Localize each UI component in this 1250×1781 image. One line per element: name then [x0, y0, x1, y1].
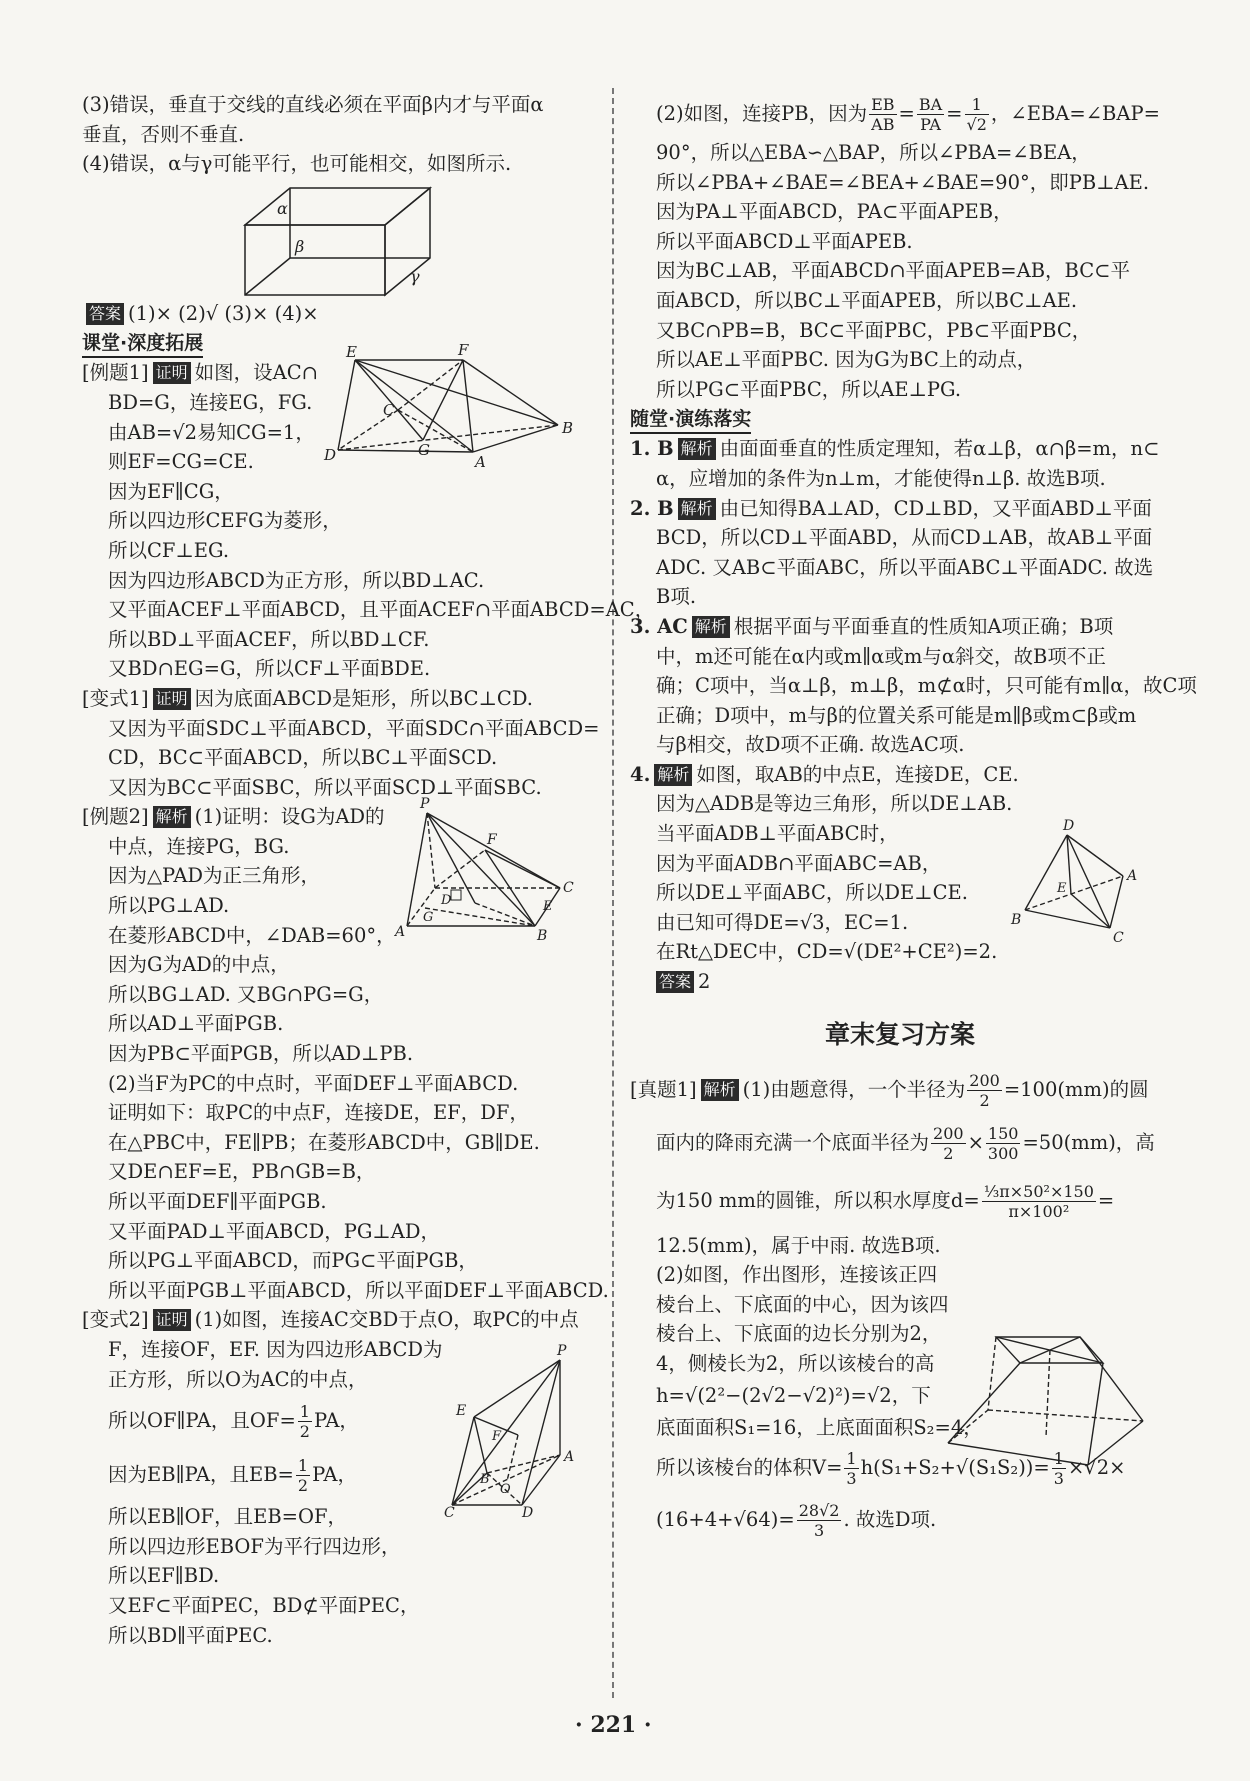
text-span: ，∠EBA=∠BAP=: [990, 102, 1160, 125]
text-line: 所以CF⊥EG.: [108, 538, 230, 562]
fraction: [296, 1456, 310, 1495]
text-span: (1)由题意得，一个半径为: [742, 1077, 966, 1101]
text-line: (4)错误，α与γ可能平行，也可能相交，如图所示.: [82, 152, 512, 176]
answer-tag: 答案: [86, 303, 124, 325]
numerator: 200: [969, 1070, 1000, 1090]
answer-line: [630, 967, 1170, 997]
text-line: 又BC∩PB=B，BC⊂平面PBC，PB⊂平面PBC，: [656, 318, 1092, 342]
zhenti1-head: [630, 1065, 1170, 1115]
section-title: 课堂·深度拓展: [82, 330, 203, 358]
fig-label: F: [487, 832, 497, 848]
text-line: B项.: [656, 585, 697, 609]
fig-label: G: [418, 441, 430, 459]
numerator: 1: [846, 1449, 857, 1469]
text-line: 又平面ACEF⊥平面ABCD，且平面ACEF∩平面ABCD=AC，: [108, 598, 655, 622]
numerator: 1: [299, 1402, 310, 1422]
q4-head: [630, 760, 1170, 790]
text-line: 中，m还可能在α内或m∥α或m与α斜交，故B项不正: [656, 644, 1106, 668]
example-label: [例题2]: [82, 805, 149, 829]
text-line: 4，侧棱长为2，所以该棱台的高: [656, 1352, 935, 1375]
answer-text: 2: [698, 970, 711, 994]
text-line: 因为底面ABCD是矩形，所以BC⊥CD.: [194, 686, 533, 710]
fig-label: F: [458, 341, 469, 359]
text-line: 垂直，否则不垂直.: [82, 122, 245, 146]
text-line: 又BD∩EG=G，所以CF⊥平面BDE.: [108, 657, 431, 681]
text-line: 因为四边形ABCD为正方形，所以BD⊥AC.: [108, 568, 485, 592]
analysis-tag: 解析: [692, 616, 730, 638]
text-line: 所以四边形EBOF为平行四边形，: [108, 1534, 401, 1558]
text-line: 所以BD⊥平面ACEF，所以BD⊥CF.: [108, 627, 430, 651]
text-span: 所以该棱台的体积V=: [656, 1456, 843, 1480]
text-span: . 故选D项.: [843, 1508, 937, 1532]
fig-label: C: [1113, 930, 1124, 946]
variant1-head: [82, 684, 622, 714]
text-line: 所以PG⊂平面PBC，所以AE⊥PG.: [656, 377, 962, 401]
text-line: 如图，设AC∩: [194, 361, 318, 385]
text-line: 因为PA⊥平面ABCD，PA⊂平面APEB，: [656, 200, 1013, 224]
fig-label: E: [543, 899, 553, 914]
figure-example1: [324, 341, 593, 471]
text-line: (3)错误，垂直于交线的直线必须在平面β内才与平面α: [82, 93, 544, 116]
text-line: 确；C项中，当α⊥β，m⊥β，m⊄α时，只可能有m∥α，故C项: [656, 674, 1197, 698]
denominator: √2: [966, 115, 987, 134]
fig-label: C: [383, 401, 395, 419]
text-line: (1)证明：设G为AD的: [194, 805, 385, 829]
text-line: 又因为BC⊂平面SBC，所以平面SCD⊥平面SBC.: [108, 775, 542, 799]
q1-head: [630, 434, 1170, 464]
denominator: 3: [846, 1469, 857, 1489]
section-heading-2: [630, 404, 1170, 434]
text-span: 因为EB∥PA，且EB=: [108, 1463, 294, 1487]
text-line: 在△PBC中，FE∥PB；在菱形ABCD中，GB∥DE.: [108, 1130, 540, 1154]
text-line: 所以EB∥OF，且EB=OF，: [108, 1505, 348, 1529]
fig-label: C: [563, 880, 574, 896]
denominator: AB: [871, 115, 895, 134]
numerator: 28√2: [798, 1501, 840, 1521]
question-number: 1. B: [630, 437, 674, 461]
text-line: 棱台上、下底面的中心，因为该四: [656, 1292, 949, 1316]
chapter-title: 章末复习方案: [824, 1019, 975, 1049]
denominator: 300: [987, 1143, 1019, 1163]
fig-label: E: [1057, 881, 1067, 896]
text-line: 在Rt△DEC中，CD=√(DE²+CE²)=2.: [656, 940, 998, 964]
text-span: =50(mm)，高: [1022, 1130, 1155, 1154]
fig-label: B: [562, 419, 574, 437]
text-line: 与β相交，故D项不正确. 故选AC项.: [656, 733, 965, 757]
answer-tag: 答案: [656, 971, 694, 993]
fig-label: α: [277, 199, 288, 218]
text-line: 因为G为AD的中点，: [108, 953, 290, 977]
denominator: π×100²: [1008, 1201, 1070, 1221]
text-line: 所以PG⊥平面ABCD，而PG⊂平面PGB，: [108, 1249, 478, 1273]
text-line: 所以平面PGB⊥平面ABCD，所以平面DEF⊥平面ABCD.: [108, 1278, 609, 1302]
text-span: PA，: [312, 1463, 357, 1487]
text-line: 正方形，所以O为AC的中点，: [108, 1367, 368, 1391]
text-line: 证明如下：取PC的中点F，连接DE，EF，DF，: [108, 1101, 529, 1125]
figure-tetrahedron: [1011, 818, 1140, 946]
fraction: [869, 95, 896, 134]
figure-planes-box: [245, 180, 435, 299]
proof-tag: 证明: [153, 362, 191, 384]
text-line: 所以BD∥平面PEC.: [108, 1623, 273, 1647]
page-number: · 221 ·: [575, 1712, 652, 1738]
text-span: PA，: [313, 1409, 359, 1433]
text-span: (2)如图，连接PB，因为: [656, 102, 868, 125]
fraction: [982, 1182, 1096, 1221]
question-number: 4.: [630, 762, 651, 786]
text-line: BCD，所以CD⊥平面ABD，从而CD⊥AB，故AB⊥平面: [656, 526, 1153, 550]
fig-label: E: [346, 343, 357, 361]
fig-label: β: [295, 237, 305, 256]
example-label: [真题1]: [630, 1077, 697, 1101]
fraction: [917, 95, 944, 134]
example-label: [例题1]: [82, 361, 149, 385]
proof-tag: 证明: [153, 1309, 191, 1331]
text-line: (2)如图，作出图形，连接该正四: [656, 1263, 938, 1287]
fig-label: A: [564, 1449, 575, 1465]
text-line: 所以EF∥BD.: [108, 1564, 220, 1588]
text-span: ×: [967, 1130, 984, 1154]
q2-head: [630, 494, 1170, 524]
text-span: 由面面垂直的性质定理知，若α⊥β，α∩β=m，n⊂: [719, 437, 1160, 461]
text-line: 12.5(mm)，属于中雨. 故选B项.: [656, 1233, 941, 1257]
text-line: 当平面ADB⊥平面ABC时，: [656, 822, 899, 846]
text-span: ×√2×: [1067, 1456, 1126, 1480]
fraction: [844, 1449, 858, 1488]
text-line: BD=G，连接EG，FG.: [108, 390, 313, 414]
text-line: 在菱形ABCD中，∠DAB=60°，: [108, 923, 396, 947]
text-line: 所以AE⊥平面PBC. 因为G为BC上的动点，: [656, 348, 1037, 372]
fraction: [298, 1402, 312, 1441]
figure-example2: [395, 796, 580, 947]
fig-label: B: [480, 1472, 490, 1487]
text-line: F，连接OF，EF. 因为四边形ABCD为: [108, 1337, 443, 1361]
analysis-tag: 解析: [678, 438, 716, 460]
fig-label: P: [557, 1343, 567, 1359]
text-line: 正确；D项中，m与β的位置关系可能是m∥β或m⊂β或m: [656, 703, 1137, 727]
variant2-head: [82, 1305, 622, 1335]
text-line: 则EF=CG=CE.: [108, 450, 254, 474]
fig-label: D: [1063, 818, 1075, 834]
text-line: h=√(2²−(2√2−√2)²)=√2，下: [656, 1383, 931, 1407]
fig-label: O: [500, 1482, 511, 1497]
fraction: [986, 1124, 1021, 1163]
text-line: CD，BC⊂平面ABCD，所以BC⊥平面SCD.: [108, 746, 498, 770]
numerator: ⅓π×50²×150: [983, 1181, 1094, 1201]
numerator: 1: [965, 95, 989, 115]
question-number: 3. AC: [630, 614, 688, 638]
text-line: 棱台上、下底面的边长分别为2，: [656, 1322, 942, 1346]
text-span: h(S₁+S₂+√(S₁S₂))=: [860, 1456, 1050, 1480]
fig-label: B: [1011, 912, 1022, 928]
denominator: 3: [813, 1521, 825, 1541]
text-line: 因为平面ADB∩平面ABC=AB，: [656, 851, 942, 875]
denominator: 2: [979, 1090, 990, 1110]
text-line: ADC. 又AB⊂平面ABC，所以平面ABC⊥平面ADC. 故选: [656, 555, 1154, 579]
text-line: [630, 1115, 1170, 1171]
answer-text: (1)× (2)√ (3)× (4)×: [128, 301, 319, 325]
text-line: 所以DE⊥平面ABC，所以DE⊥CE.: [656, 881, 968, 905]
numerator: 200: [933, 1123, 964, 1143]
answer-line: [82, 299, 622, 329]
text-line: 所以PG⊥AD.: [108, 894, 230, 918]
analysis-tag: 解析: [153, 806, 191, 828]
numerator: 1: [297, 1456, 309, 1476]
text-span: =: [1097, 1188, 1115, 1212]
denominator: 2: [299, 1422, 310, 1442]
text-line: 又EF⊂平面PEC，BD⊄平面PEC，: [108, 1593, 420, 1617]
analysis-tag: 解析: [654, 764, 692, 786]
q3-head: [630, 612, 1170, 642]
text-line: [630, 1171, 1170, 1231]
fig-label: C: [444, 1505, 455, 1521]
text-line: (2)当F为PC的中点时，平面DEF⊥平面ABCD.: [108, 1071, 519, 1095]
proof-tag: 证明: [153, 688, 191, 710]
fig-label: P: [420, 796, 430, 812]
text-line: (1)如图，连接AC交BD于点O，取PC的中点: [194, 1308, 579, 1332]
right-column: [630, 90, 1197, 1546]
fig-label: D: [441, 893, 452, 908]
text-line: 所以四边形CEFG为菱形，: [108, 509, 342, 533]
text-span: 根据平面与平面垂直的性质知A项正确；B项: [733, 614, 1114, 638]
fraction: [967, 1071, 1002, 1110]
text-line: 因为BC⊥AB，平面ABCD∩平面APEB=AB，BC⊂平: [656, 259, 1130, 283]
example-label: [变式1]: [82, 686, 149, 710]
fig-label: E: [456, 1403, 467, 1419]
text-line: 底面面积S₁=16，上底面面积S₂=4，: [656, 1415, 983, 1439]
text-line: 又因为平面SDC⊥平面ABCD，平面SDC∩平面ABCD=: [108, 716, 600, 740]
figure-frustum: [948, 1335, 1148, 1479]
denominator: PA: [920, 115, 941, 134]
example-label: [变式2]: [82, 1308, 149, 1332]
text-line: 90°，所以△EBA∽△BAP，所以∠PBA=∠BEA，: [656, 141, 1091, 164]
text-line: 中点，连接PG，BG.: [108, 834, 290, 858]
fig-label: G: [423, 910, 434, 925]
text-line: 因为PB⊂平面PGB，所以AD⊥PB.: [108, 1042, 414, 1066]
fig-label: B: [537, 928, 548, 944]
text-line: 所以∠PBA+∠BAE=∠BEA+∠BAE=90°，即PB⊥AE.: [656, 170, 1150, 194]
fraction: [797, 1501, 842, 1540]
fraction: [965, 95, 989, 134]
text-span: 由已知得BA⊥AD，CD⊥BD，又平面ABD⊥平面: [719, 496, 1152, 520]
text-span: 为150 mm的圆锥，所以积水厚度d=: [656, 1188, 980, 1212]
numerator: EB: [871, 95, 895, 114]
text-span: =100(mm)的圆: [1003, 1077, 1149, 1101]
text-line: 面ABCD，所以BC⊥平面APEB，所以BC⊥AE.: [656, 288, 1078, 312]
text-line: 所以BG⊥AD. 又BG∩PG=G，: [108, 982, 384, 1006]
fig-label: γ: [410, 267, 420, 286]
fig-label: D: [522, 1505, 534, 1521]
text-span: 如图，取AB的中点E，连接DE，CE.: [696, 762, 1019, 786]
fraction: [931, 1124, 966, 1163]
figure-variant2: [444, 1343, 577, 1521]
fig-label: A: [1127, 868, 1138, 884]
question-number: 2. B: [630, 496, 674, 520]
text-line: α，应增加的条件为n⊥m，才能使得n⊥β. 故选B项.: [656, 466, 1106, 490]
fig-label: A: [395, 924, 406, 940]
fig-label: D: [324, 446, 337, 464]
denominator: 2: [943, 1143, 954, 1163]
numerator: 150: [987, 1123, 1019, 1143]
section-title: 随堂·演练落实: [630, 406, 751, 434]
text-line: 又平面PAD⊥平面ABCD，PG⊥AD，: [108, 1219, 440, 1243]
text-line: 所以平面DEF∥平面PGB.: [108, 1190, 327, 1213]
fig-label: F: [492, 1429, 502, 1444]
text-line: (2)如图，连接PB，因为 $\frac{EB}{AB}$ = $\frac{BA}{PA}$ = $\frac{1}{√2}$ ，∠EBA=∠BAP=: [656, 95, 1160, 134]
text-line: 所以平面ABCD⊥平面APEB.: [656, 229, 913, 253]
numerator: 1: [1053, 1449, 1064, 1469]
fig-label: A: [475, 453, 486, 471]
text-line: 因为EF∥CG，: [108, 479, 234, 503]
text-span: (16+4+√64)=: [656, 1508, 795, 1532]
denominator: 2: [297, 1476, 309, 1496]
text-line: 由AB=√2易知CG=1，: [108, 420, 315, 444]
text-line: [630, 1494, 1170, 1546]
analysis-tag: 解析: [678, 498, 716, 520]
text-line: 因为△PAD为正三角形，: [108, 864, 321, 888]
numerator: BA: [918, 95, 943, 114]
denominator: 3: [1053, 1469, 1064, 1489]
analysis-tag: 解析: [701, 1079, 739, 1101]
text-span: 所以OF∥PA，且OF=: [108, 1409, 296, 1433]
text-line: 因为△ADB是等边三角形，所以DE⊥AB.: [656, 792, 1013, 816]
text-span: 面内的降雨充满一个底面半径为: [656, 1130, 930, 1154]
text-line: 所以AD⊥平面PGB.: [108, 1012, 284, 1036]
text-line: 由已知可得DE=√3，EC=1.: [656, 910, 909, 934]
text-line: 又DE∩EF=E，PB∩GB=B，: [108, 1160, 376, 1184]
